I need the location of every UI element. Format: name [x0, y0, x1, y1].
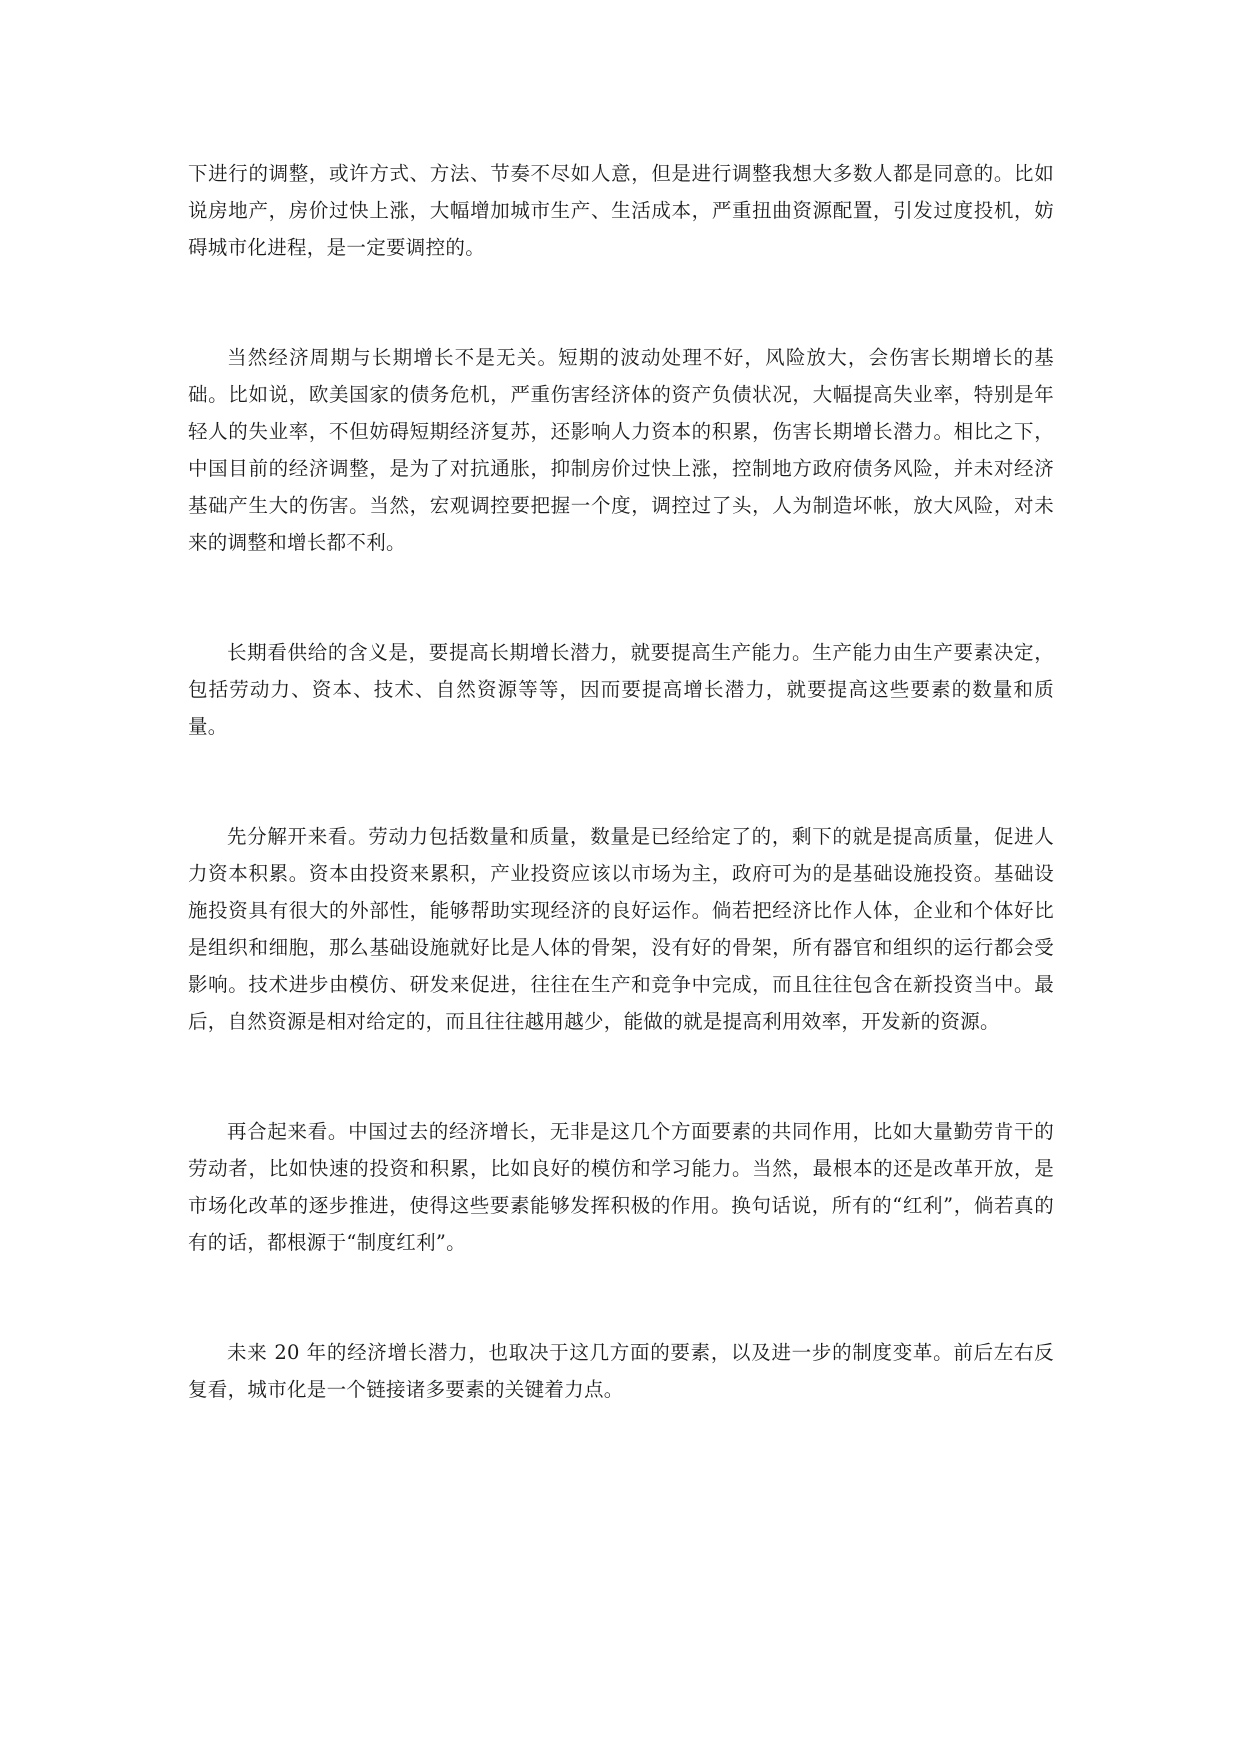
- paragraph-5: 再合起来看。中国过去的经济增长，无非是这几个方面要素的共同作用，比如大量勤劳肯干的劳动者，比如快速的投资和积累，比如良好的模仿和学习能力。当然，最根本的还是改革开放，是市场化改革的逐步推进，使得这些要素能够发挥积极的作用。换句话说，所有的“红利”，倘若真的有的话，都根源于“制度红利”。: [188, 1120, 1054, 1254]
- document-page: [188, 155, 1054, 1408]
- paragraph-gap: [188, 266, 1054, 339]
- paragraph-2: 当然经济周期与长期增长不是无关。短期的波动处理不好，风险放大，会伤害长期增长的基础。比如说，欧美国家的债务危机，严重伤害经济体的资产负债状况，大幅提高失业率，特别是年轻人的失业率，不但妨碍短期经济复苏，还影响人力资本的积累，伤害长期增长潜力。相比之下，中国目前的经济调整，是为了对抗通胀，抑制房价过快上涨，控制地方政府债务风险，并未对经济基础产生大的伤害。当然，宏观调控要把握一个度，调控过了头，人为制造坏帐，放大风险，对未来的调整和增长都不利。: [188, 346, 1054, 554]
- paragraph-gap: [188, 561, 1054, 634]
- paragraph-1: 下进行的调整，或许方式、方法、节奏不尽如人意，但是进行调整我想大多数人都是同意的。比如说房地产，房价过快上涨，大幅增加城市生产、生活成本，严重扭曲资源配置，引发过度投机，妨碍城市化进程，是一定要调控的。: [188, 162, 1054, 259]
- paragraph-gap: [188, 745, 1054, 818]
- paragraph-3: 长期看供给的含义是，要提高长期增长潜力，就要提高生产能力。生产能力由生产要素决定，包括劳动力、资本、技术、自然资源等等，因而要提高增长潜力，就要提高这些要素的数量和质量。: [188, 641, 1054, 738]
- paragraph-4: 先分解开来看。劳动力包括数量和质量，数量是已经给定了的，剩下的就是提高质量，促进人力资本积累。资本由投资来累积，产业投资应该以市场为主，政府可为的是基础设施投资。基础设施投资具有很大的外部性，能够帮助实现经济的良好运作。倘若把经济比作人体，企业和个体好比是组织和细胞，那么基础设施就好比是人体的骨架，没有好的骨架，所有器官和组织的运行都会受影响。技术进步由模仿、研发来促进，往往在生产和竞争中完成，而且往往包含在新投资当中。最后，自然资源是相对给定的，而且往往越用越少，能做的就是提高利用效率，开发新的资源。: [188, 825, 1054, 1033]
- paragraph-gap: [188, 1261, 1054, 1334]
- paragraph-gap: [188, 1040, 1054, 1113]
- paragraph-6: 未来 20 年的经济增长潜力，也取决于这几方面的要素，以及进一步的制度变革。前后左右反复看，城市化是一个链接诸多要素的关键着力点。: [188, 1341, 1054, 1401]
